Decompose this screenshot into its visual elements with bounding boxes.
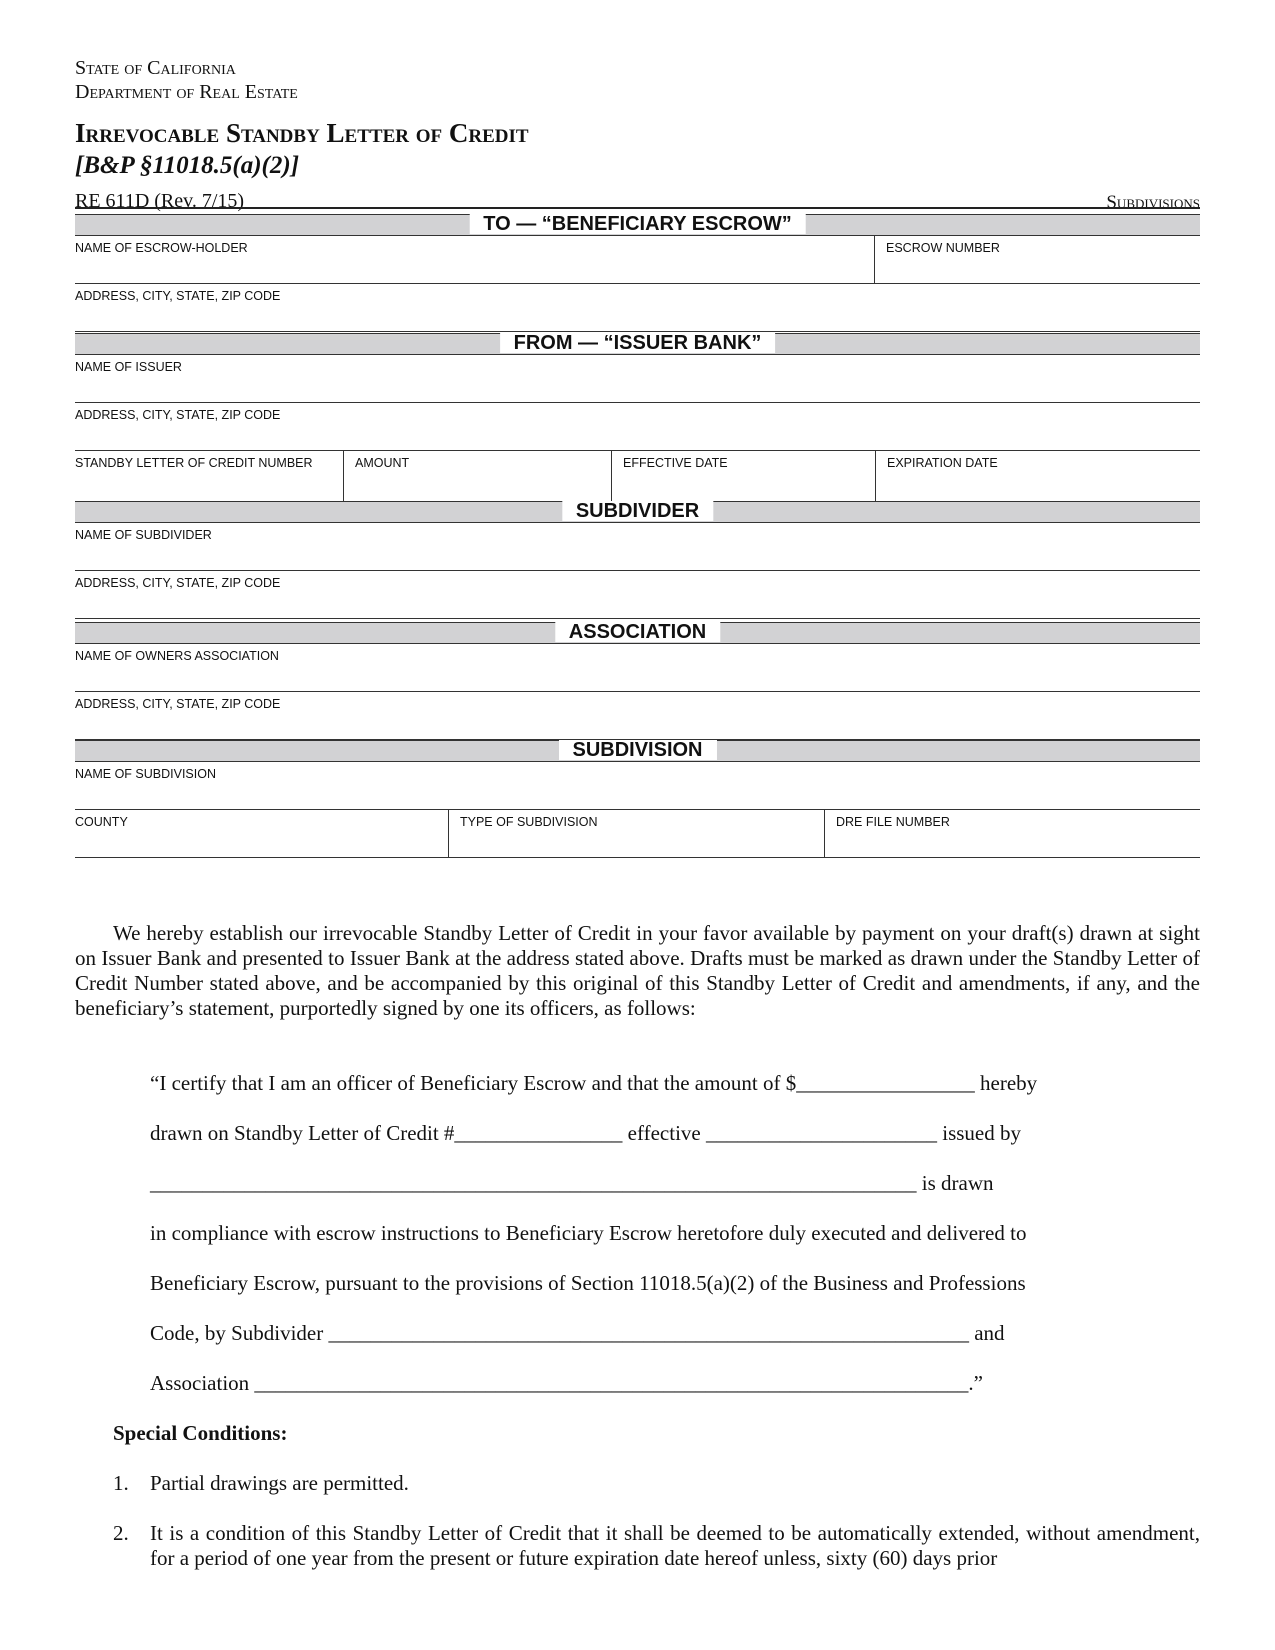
field-label: NAME OF SUBDIVIDER: [75, 528, 212, 542]
field-label: STANDBY LETTER OF CREDIT NUMBER: [75, 456, 313, 470]
field-label: ADDRESS, CITY, STATE, ZIP CODE: [75, 697, 281, 711]
field-label: ADDRESS, CITY, STATE, ZIP CODE: [75, 576, 281, 590]
escrow-row: [75, 236, 1200, 284]
subdivider-address-field[interactable]: [75, 571, 1200, 619]
state-name: State of California: [75, 57, 236, 79]
condition-text: It is a condition of this Standby Letter of Credit that it shall be deemed to be automatically extended, without amendment, for a period of one year from the present or future expiration date hereof unless, sixty (60) days prior: [150, 1521, 1200, 1570]
section-title: SUBDIVISION: [558, 740, 716, 760]
county-field[interactable]: [75, 810, 448, 857]
field-label: TYPE OF SUBDIVISION: [460, 815, 598, 829]
issuing-agency: [75, 56, 298, 104]
certification-line-4: in compliance with escrow instructions to Beneficiary Escrow heretofore duly executed and delivered to: [150, 1221, 1027, 1245]
escrow-address-field[interactable]: [75, 284, 1200, 332]
form-category: Subdivisions: [1106, 192, 1200, 213]
department-name: Department of Real Estate: [75, 81, 298, 103]
owners-association-field[interactable]: [75, 644, 1200, 692]
subdivision-type-field[interactable]: [448, 810, 824, 857]
loc-number-field[interactable]: [75, 451, 343, 501]
field-label: NAME OF SUBDIVISION: [75, 767, 216, 781]
certification-line-5: Beneficiary Escrow, pursuant to the provisions of Section 11018.5(a)(2) of the Business and Professions: [150, 1271, 1026, 1295]
section-title: FROM — “ISSUER BANK”: [500, 333, 776, 353]
field-label: ADDRESS, CITY, STATE, ZIP CODE: [75, 289, 281, 303]
section-issuer-bank: [75, 333, 1200, 355]
statute-reference: [B&P §11018.5(a)(2)]: [75, 152, 300, 179]
certification-line-1: “I certify that I am an officer of Beneficiary Escrow and that the amount of $_________________ hereby: [150, 1071, 1038, 1095]
certification-line-2: drawn on Standby Letter of Credit #________________ effective ______________________ issued by: [150, 1121, 1021, 1145]
condition-number: 1.: [113, 1471, 129, 1495]
special-conditions-heading: Special Conditions:: [113, 1421, 288, 1445]
field-label: AMOUNT: [355, 456, 410, 470]
field-label: ADDRESS, CITY, STATE, ZIP CODE: [75, 408, 281, 422]
field-label: EXPIRATION DATE: [887, 456, 998, 470]
effective-date-field[interactable]: [611, 451, 875, 501]
amount-field[interactable]: [343, 451, 611, 501]
field-label: NAME OF ISSUER: [75, 360, 182, 374]
field-label: ESCROW NUMBER: [886, 241, 1000, 255]
section-beneficiary-escrow: [75, 214, 1200, 236]
certification-line-3: _________________________________________________________________________ is drawn: [150, 1171, 994, 1195]
form-number: RE 611D (Rev. 7/15): [75, 190, 245, 212]
issuer-address-field[interactable]: [75, 403, 1200, 451]
intro-paragraph: We hereby establish our irrevocable Standby Letter of Credit in your favor available by payment on your draft(s) drawn at sight on Issuer Bank and presented to Issuer Bank at the address stated above. Drafts must be marked as drawn under the Standby Letter of Credit Number stated above, and be accompanied by this original of this Standby Letter of Credit and amendments, if any, and the beneficiary’s statement, purportedly signed by one its officers, as follows:: [75, 921, 1200, 1020]
condition-text: Partial drawings are permitted.: [150, 1471, 409, 1495]
certification-line-7: Association ____________________________________________________________________.”: [150, 1371, 983, 1395]
expiration-date-field[interactable]: [875, 451, 1200, 501]
section-association: [75, 622, 1200, 644]
certification-line-6: Code, by Subdivider _____________________________________________________________ and: [150, 1321, 1005, 1345]
field-label: NAME OF ESCROW-HOLDER: [75, 241, 248, 255]
subdivision-details-row: [75, 810, 1200, 858]
subdivision-name-field[interactable]: [75, 762, 1200, 810]
field-label: NAME OF OWNERS ASSOCIATION: [75, 649, 279, 663]
section-title: ASSOCIATION: [555, 622, 720, 642]
section-title: TO — “BENEFICIARY ESCROW”: [469, 214, 806, 234]
association-address-field[interactable]: [75, 692, 1200, 740]
field-label: EFFECTIVE DATE: [623, 456, 728, 470]
field-label: DRE FILE NUMBER: [836, 815, 950, 829]
section-title: SUBDIVIDER: [562, 501, 713, 521]
header-rule: [75, 207, 1200, 209]
section-subdivider: [75, 501, 1200, 523]
form-title: Irrevocable Standby Letter of Credit: [75, 118, 529, 148]
dre-file-number-field[interactable]: [824, 810, 1200, 857]
condition-number: 2.: [113, 1521, 129, 1545]
issuer-name-field[interactable]: [75, 355, 1200, 403]
field-label: COUNTY: [75, 815, 128, 829]
section-subdivision: [75, 740, 1200, 762]
credit-details-row: [75, 451, 1200, 501]
escrow-holder-field[interactable]: [75, 236, 874, 283]
subdivider-name-field[interactable]: [75, 523, 1200, 571]
escrow-number-field[interactable]: [874, 236, 1200, 283]
